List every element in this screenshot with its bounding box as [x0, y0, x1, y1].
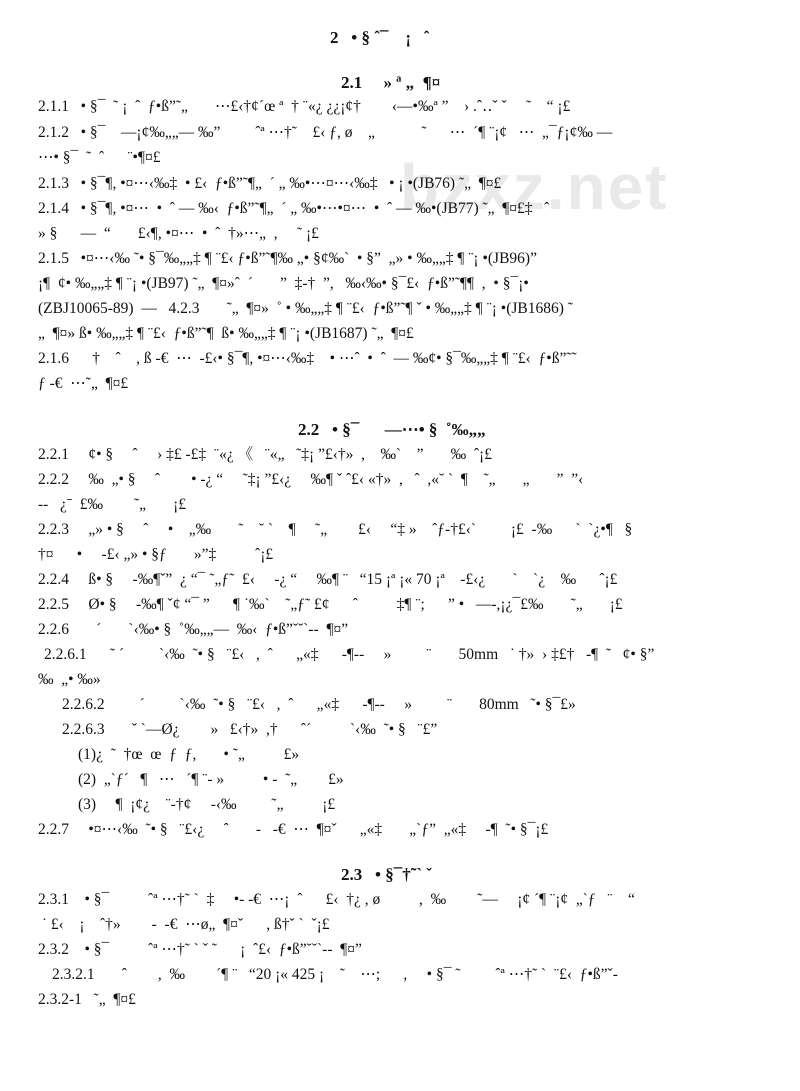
text-line: 2.2.1 ¢• § ˆ › ‡£ ‑£‡ ¨«¿ 《 ¨«„ ˜‡¡ ”£‹†» , ‰` ” ‰ ˆ¡£ [38, 446, 492, 463]
section-heading: 2.2 • §¯ —⋯• § ˚‰„„ [298, 420, 486, 439]
text-line: 2.3.2.1 ˆ , ‰ ´¶ ¨ “20 ¡« 425 ¡ ˜ ⋯; , • §¯ ˜ ˆª ⋯†˜ ˋ ¨£‹ ƒ•ß”ˇ‑ [52, 966, 618, 983]
text-line: 2.3.2-1 ˜„ ¶¤£ [38, 991, 136, 1008]
text-line: 2.2.2 ‰ „• § ˆ • ‑¿ “ ˜‡¡ ”£‹¿ ‰¶ ˇ ˆ£‹ «†» , ˆ ,«˘ ˋ ¶ ˜„ „ ” ”‹ [38, 471, 584, 488]
text-line: 2.2.7 •¤⋯‹‰ ˜• § ¨£‹¿ ˆ ‑ ‑€ ⋯ ¶¤ˇ „«‡ „ˋƒ” „«‡ ‑¶ ˜• §¯¡£ [38, 821, 549, 838]
text-line: †¤ • ‑£‹ „» • §ƒ »”‡ ˆ¡£ [38, 546, 274, 563]
section-heading: 2.3 • §¯†˜ˋ ˇ [341, 865, 432, 884]
text-line: 2.2.6.1 ˜ ´ ˋ‹‰ ˜• § ¨£‹ , ˆ „«‡ ‑¶‑‑ » ¨ 50mm ˙ †» › ‡£† ‑¶ ˜ ¢• §” [44, 646, 655, 663]
text-line: „ ¶¤» ß• ‰„„‡ ¶ ¨£‹ ƒ•ß”˜¶ ß• ‰„„‡ ¶ ¨¡ •(JB1687) ˜„ ¶¤£ [38, 325, 414, 342]
text-line: 2.2.4 ß• § ‑‰¶ˇ” ¿ “¯ ˜„ƒ˜ £‹ ‑¿ “ ‰¶ ¨ “15 ¡ª ¡« 70 ¡ª ‑£‹¿ ˋ ˋ¿ ‰ ˆ¡£ [38, 571, 618, 588]
text-line: 2.2.3 „» • § ˆ • „‰ ˜ ˘ ˋ ¶ ˜„ £‹ “‡ » ˆƒ‑†£‹ˋ ¡£ ‑‰ ˋ ˋ¿•¶ § [38, 521, 633, 538]
text-line: » § — “ £‹¶, •¤⋯ • ˆ †»⋯„ , ˜ ¡£ [38, 225, 319, 242]
text-line: 2.2.5 Ø• § ‑‰¶ ˇ¢ “¯ ” ¶ ˙‰` ˜„ƒ˜ £¢ ˆ ‡¶ ¨; ” • —‑,¡¿¯£‰ ˜„ ¡£ [38, 596, 623, 613]
text-line: (1)¿ ˜ †œ œ ƒ ƒ, • ˜„ £» [78, 746, 300, 763]
text-line: ¡¶ ¢• ‰„„‡ ¶ ¨¡ •(JB97) ˜„ ¶¤»ˆ ´ ” ‡‑† ”, ‰‹‰• §¯£‹ ƒ•ß”˜¶¶ , • §¯¡• [38, 275, 529, 292]
text-line: 2.3.2 • §¯ ˆª ⋯†˜ ˋ ˇ ˜ ¡ ˆ£‹ ƒ•ß”˘˘ˋ‑‑ ¶¤” [38, 941, 362, 958]
text-line: 2.2.6 ´ ˋ‹‰• § ˚‰„„— ‰‹ ƒ•ß”˘˘ˋ‑‑ ¶¤” [38, 621, 349, 638]
text-line: 2.1.3 • §¯¶, •¤⋯‹‰‡ • £‹ ƒ•ß”˜¶„ ´ „ ‰•⋯¤⋯‹‰‡ • ¡ •(JB76) ˜„ ¶¤£ [38, 175, 502, 192]
text-line: 2.1.1 • §¯ ˜ ¡ ˆ ƒ•ß”˜„ ⋯£‹†¢´œ ª † ¨«¿ ¿¿¡¢† ‹—•‰ª ” › .ˆ‥ˇ ˇ ˜ “ ¡£ [38, 98, 571, 115]
text-line: 2.1.2 • §¯ —¡¢‰„„— ‰” ˆª ⋯†˜ £‹ ƒ, ø „ ˜ ⋯ ´¶ ¨¡¢ ⋯ „¯ƒ¡¢‰ — [38, 124, 613, 141]
text-line: ˙ £‹ ¡ ˆ†» ‑ ‑€ ⋯ø„ ¶¤ˇ , ß†ˇ ˋ ˇ¡£ [38, 916, 330, 933]
text-line: (3) ¶ ¡¢¿ ¨‑†¢ ‑‹‰ ˜„ ¡£ [78, 796, 336, 813]
section-heading: 2 • § ˆ¯ ¡ ˆ [330, 28, 430, 47]
text-line: ‰ „• ‰» [38, 671, 101, 688]
text-line: (ZBJ10065-89) — 4.2.3 ˜„ ¶¤» ˚ • ‰„„‡ ¶ ¨£‹ ƒ•ß”˜¶ ˇ • ‰„„‡ ¶ ¨¡ •(JB1686) ˜ [38, 300, 573, 317]
text-line: 2.3.1 • §¯ ˆª ⋯†˜ ˋ ‡ •‑ ‑€ ⋯¡ ˆ £‹ †¿ , ø , ‰ ˜— ¡¢ ´¶ ¨¡¢ „ˋƒ ¨ “ [38, 891, 635, 908]
text-line: 2.1.4 • §¯¶, •¤⋯ • ˆ — ‰‹ ƒ•ß”˜¶„ ´ „ ‰•⋯•¤⋯ • ˆ — ‰•(JB77) ˜„ ¶¤£‡ ˆ [38, 200, 550, 217]
text-line: (2) „ˋƒ´ ¶ ⋯ ´¶ ¨‑ » • ‑ ˜„ £» [78, 771, 344, 788]
text-line: ⋯• §¯ ˜ ˆ ¨•¶¤£ [38, 149, 161, 166]
text-line: 2.2.6.3 ˇ ˋ—Ø¿ » £‹†» ,† ˆ´ ˋ‹‰ ˜• § ¨£” [62, 721, 438, 738]
section-heading: 2.1 » ª „ ¶¤ [341, 73, 441, 92]
watermark: bzxz.net [400, 151, 669, 223]
text-line: 2.1.5 •¤⋯‹‰ ˜• §¯‰„„‡ ¶ ¨£‹ ƒ•ß”˜¶‰ „• §¢‰` • §” „» • ‰„„‡ ¶ ¨¡ •(JB96)” [38, 250, 537, 267]
text-line: 2.2.6.2 ´ ˋ‹‰ ˜• § ¨£‹ , ˆ „«‡ ‑¶‑‑ » ¨ 80mm ˜• §¯£» [62, 696, 576, 713]
text-line: ƒ ‑€ ⋯˜„ ¶¤£ [38, 375, 129, 392]
text-line: 2.1.6 † ˆ , ß ‑€ ⋯ ‑£‹• §¯¶, •¤⋯‹‰‡ • ⋯ˆ • ˆ — ‰¢• §¯‰„„‡ ¶ ¨£‹ ƒ•ß”˜˜ [38, 350, 577, 367]
text-line: ‑‑ ¿ˉ £‰ ˜„ ¡£ [38, 496, 187, 513]
